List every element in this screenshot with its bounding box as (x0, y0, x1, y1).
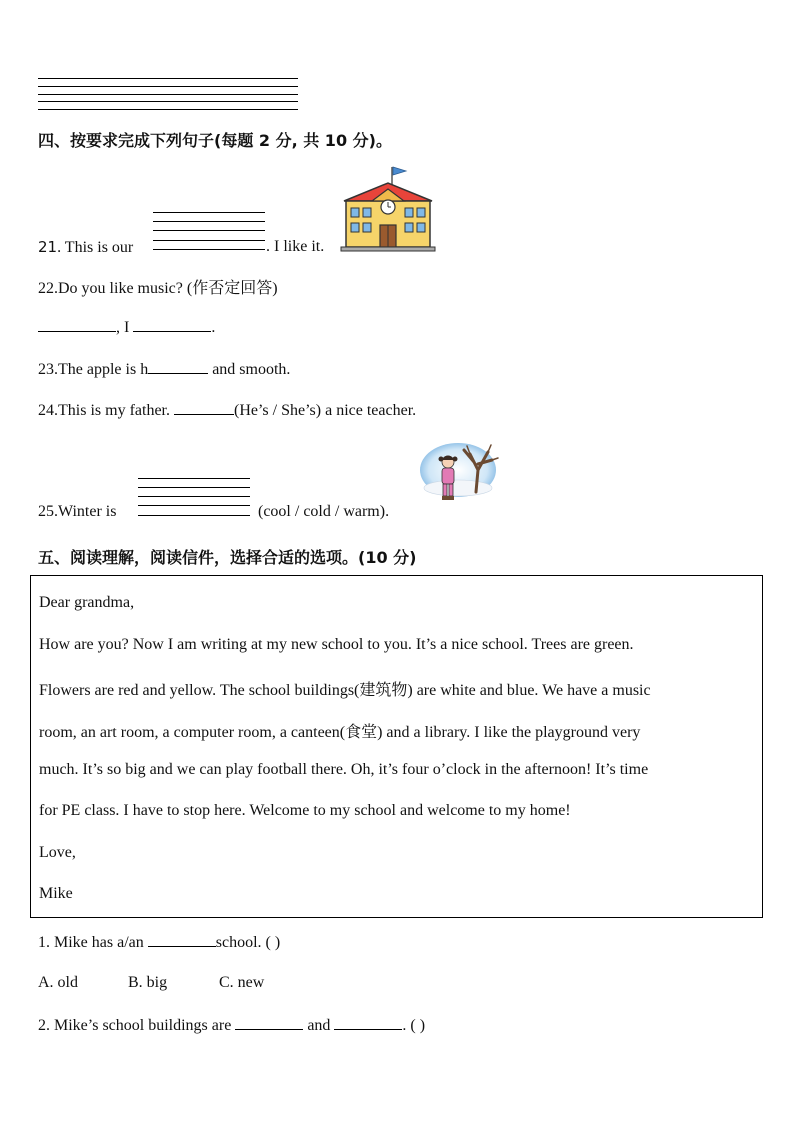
answer-text: . (211, 319, 216, 336)
question-text: 2. Mike’s school buildings are (38, 1017, 232, 1034)
reading-question-2 (38, 1015, 425, 1035)
question-24 (38, 400, 416, 420)
question-25: 25.Winter is (38, 503, 117, 520)
writing-line (138, 496, 250, 497)
writing-line (138, 505, 250, 506)
question-22: 22.Do you like music? (作否定回答) (38, 280, 278, 297)
answer-blank[interactable] (174, 400, 234, 415)
school-building-image (338, 163, 438, 253)
answer-text: , I (116, 319, 130, 336)
question-22-answer (38, 317, 215, 337)
writing-line (138, 487, 250, 488)
question-text: and (307, 1017, 331, 1034)
question-text: 24.This is my father. (38, 402, 170, 419)
letter-greeting: Dear grandma, (39, 594, 135, 611)
answer-blank[interactable] (38, 317, 116, 332)
letter-signature: Mike (39, 885, 73, 902)
option-c[interactable]: C. new (219, 974, 265, 991)
answer-line (38, 101, 298, 102)
section5-heading: 五、阅读理解，阅读信件，选择合适的选项。(10 分) (38, 548, 417, 567)
answer-line (38, 94, 298, 95)
writing-line (153, 230, 265, 231)
letter-line: Flowers are red and yellow. The school buildings(建筑物) are white and blue. We have a music (39, 682, 651, 699)
question-number: 21 (38, 238, 58, 256)
question-text: school. ( ) (215, 934, 281, 951)
writing-line (138, 478, 250, 479)
letter-closing: Love, (39, 844, 76, 861)
letter-line: room, an art room, a computer room, a canteen(食堂) and a library. I like the playground very (39, 724, 641, 741)
question-text: and smooth. (212, 361, 291, 378)
option-a[interactable]: A. old (38, 974, 78, 991)
writing-line[interactable] (138, 515, 250, 516)
reading-question-1 (38, 932, 280, 952)
writing-line (153, 212, 265, 213)
section4-heading: 四、按要求完成下列句子(每题 2 分, 共 10 分)。 (38, 131, 392, 150)
answer-blank[interactable] (148, 932, 216, 947)
letter-line: for PE class. I have to stop here. Welcome to my school and welcome to my home! (39, 802, 571, 819)
question-text: . ( ) (402, 1017, 426, 1034)
answer-blank[interactable] (235, 1015, 303, 1030)
answer-line (38, 109, 298, 110)
writing-line (153, 249, 265, 250)
answer-line (38, 86, 298, 87)
question-text: (He’s / She’s) a nice teacher. (233, 402, 417, 419)
winter-girl-image (418, 440, 500, 508)
question-21-end: . I like it. (266, 238, 325, 255)
writing-line[interactable] (153, 240, 265, 241)
question-23 (38, 359, 290, 379)
question-text: 23.The apple is h (38, 361, 149, 378)
writing-line (153, 221, 265, 222)
option-b[interactable]: B. big (128, 974, 168, 991)
answer-blank[interactable] (334, 1015, 402, 1030)
question-text: . This is our (57, 239, 134, 256)
letter-line: much. It’s so big and we can play football there. Oh, it’s four o’clock in the afternoon! It’s time (39, 761, 649, 778)
letter-line: How are you? Now I am writing at my new school to you. It’s a nice school. Trees are green. (39, 636, 634, 653)
question-21 (38, 238, 133, 257)
letter-box (30, 575, 763, 918)
answer-blank[interactable] (133, 317, 211, 332)
answer-line (38, 78, 298, 79)
question-text: 1. Mike has a/an (38, 934, 144, 951)
question-25-end: (cool / cold / warm). (258, 503, 390, 520)
answer-blank[interactable] (148, 359, 208, 374)
